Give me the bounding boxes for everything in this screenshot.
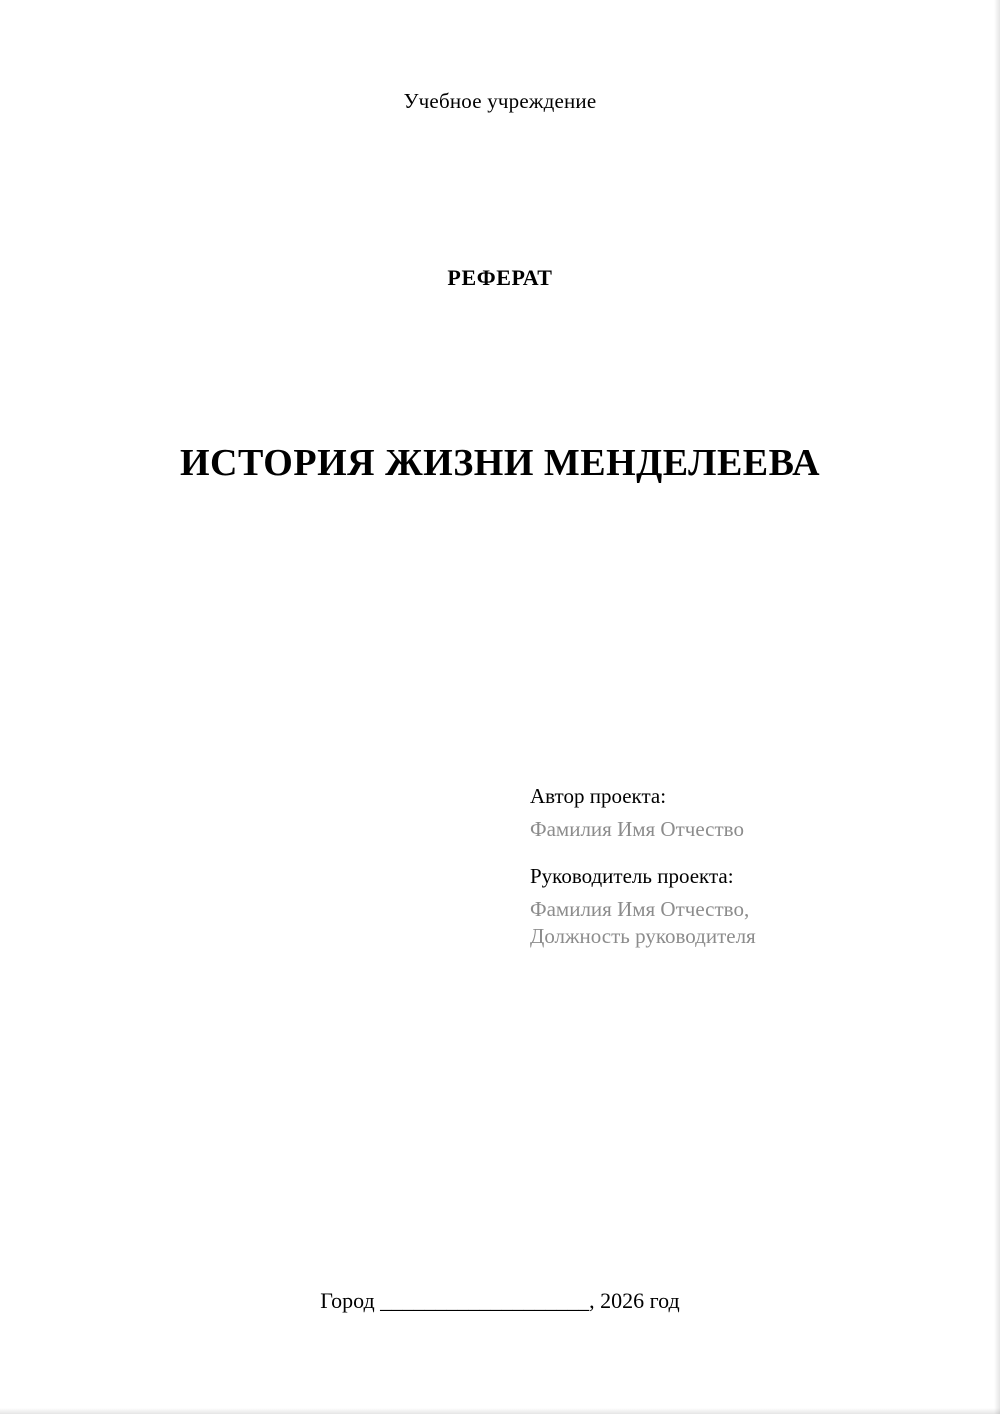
author-block	[530, 786, 930, 840]
credits-block	[530, 786, 930, 973]
author-label: Автор проекта:	[530, 784, 667, 808]
supervisor-value-line-2: Должность руководителя	[530, 924, 756, 948]
supervisor-block	[530, 866, 930, 947]
institution-name: Учебное учреждение	[403, 89, 597, 113]
supervisor-label: Руководитель проекта:	[530, 864, 734, 888]
city-and-year: Город ___________________, 2026 год	[320, 1288, 680, 1313]
page-edge-shadow-right	[994, 0, 1000, 1414]
page-title: ИСТОРИЯ ЖИЗНИ МЕНДЕЛЕЕВА	[179, 442, 821, 484]
page-edge-shadow-bottom	[0, 1408, 1000, 1414]
supervisor-value-line-1: Фамилия Имя Отчество,	[530, 897, 750, 921]
author-value: Фамилия Имя Отчество	[530, 817, 744, 841]
document-type: РЕФЕРАТ	[447, 265, 553, 290]
